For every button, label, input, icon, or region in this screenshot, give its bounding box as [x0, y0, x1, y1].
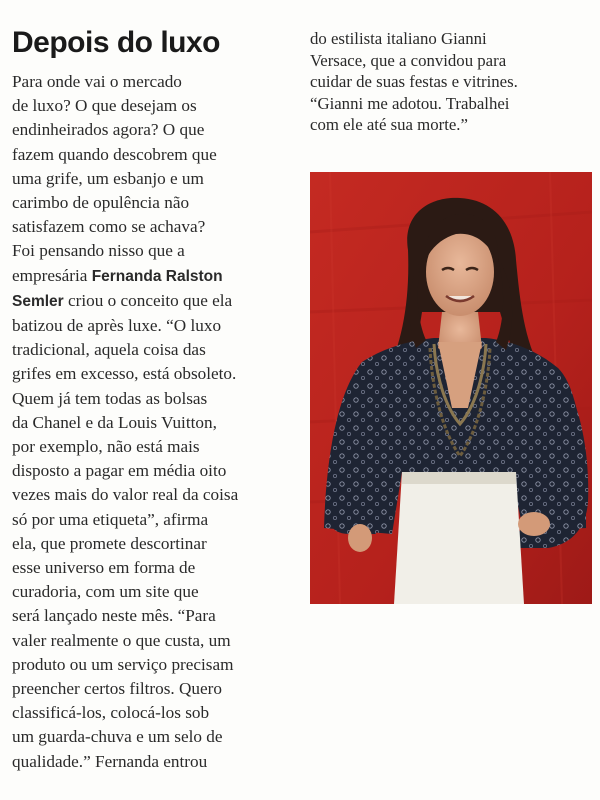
- body-line: Para onde vai o mercado: [12, 72, 182, 91]
- body-line: tradicional, aquela coisa das: [12, 340, 206, 360]
- body-line: de luxo? O que desejam os: [12, 96, 197, 116]
- body-line: valer realmente o que custa, um: [12, 630, 231, 650]
- body-line: disposto a pagar em média oito: [12, 461, 227, 481]
- body-line: um guarda-chuva e um selo de: [12, 727, 223, 747]
- body-line: cuidar de suas festas e vitrines.: [310, 72, 518, 91]
- body-line: “Gianni me adotou. Trabalhei: [310, 93, 510, 113]
- body-line: uma grife, um esbanjo e um: [12, 168, 204, 188]
- body-line: fazem quando descobrem que: [12, 144, 217, 164]
- body-line: satisfazem como se achava?: [12, 217, 206, 237]
- body-line: da Chanel e da Louis Vuitton,: [12, 412, 217, 432]
- body-line: Versace, que a convidou para: [310, 50, 507, 70]
- body-line: grifes em excesso, está obsoleto.: [12, 364, 237, 384]
- body-line: curadoria, com um site que: [12, 582, 199, 602]
- body-line: endinheirados agora? O que: [12, 120, 205, 140]
- body-line: batizou de après luxe. “O luxo: [12, 316, 222, 336]
- body-line-with-name: [12, 289, 294, 314]
- body-line: vezes mais do valor real da coisa: [12, 485, 239, 505]
- body-line: do estilista italiano Gianni: [310, 29, 487, 48]
- body-line: classificá-los, colocá-los sob: [12, 703, 210, 723]
- body-line: preencher certos filtros. Quero: [12, 679, 222, 699]
- body-line: Foi pensando nisso que a: [12, 241, 185, 261]
- body-line: ela, que promete descortinar: [12, 533, 207, 553]
- body-text: criou o conceito que ela: [63, 290, 233, 310]
- article-right-column: [310, 28, 592, 136]
- body-line-with-name: [12, 264, 294, 289]
- portrait-photo: [310, 172, 592, 604]
- portrait-illustration: [310, 172, 592, 604]
- body-line: só por uma etiqueta”, afirma: [12, 509, 209, 529]
- body-line: qualidade.” Fernanda entrou: [12, 751, 208, 771]
- body-line: será lançado neste mês. “Para: [12, 606, 216, 626]
- body-line: por exemplo, não está mais: [12, 437, 200, 457]
- body-text: empresária: [12, 265, 92, 285]
- body-line: produto ou um serviço precisam: [12, 654, 234, 674]
- body-line: esse universo em forma de: [12, 558, 196, 578]
- body-line: Quem já tem todas as bolsas: [12, 388, 208, 408]
- person-surname: Semler: [12, 292, 64, 310]
- body-line: com ele até sua morte.”: [310, 115, 468, 134]
- person-name: Fernanda Ralston: [91, 267, 223, 285]
- body-line: carimbo de opulência não: [12, 193, 190, 213]
- article-left-column: [12, 26, 294, 774]
- article-headline: Depois do luxo: [12, 26, 221, 59]
